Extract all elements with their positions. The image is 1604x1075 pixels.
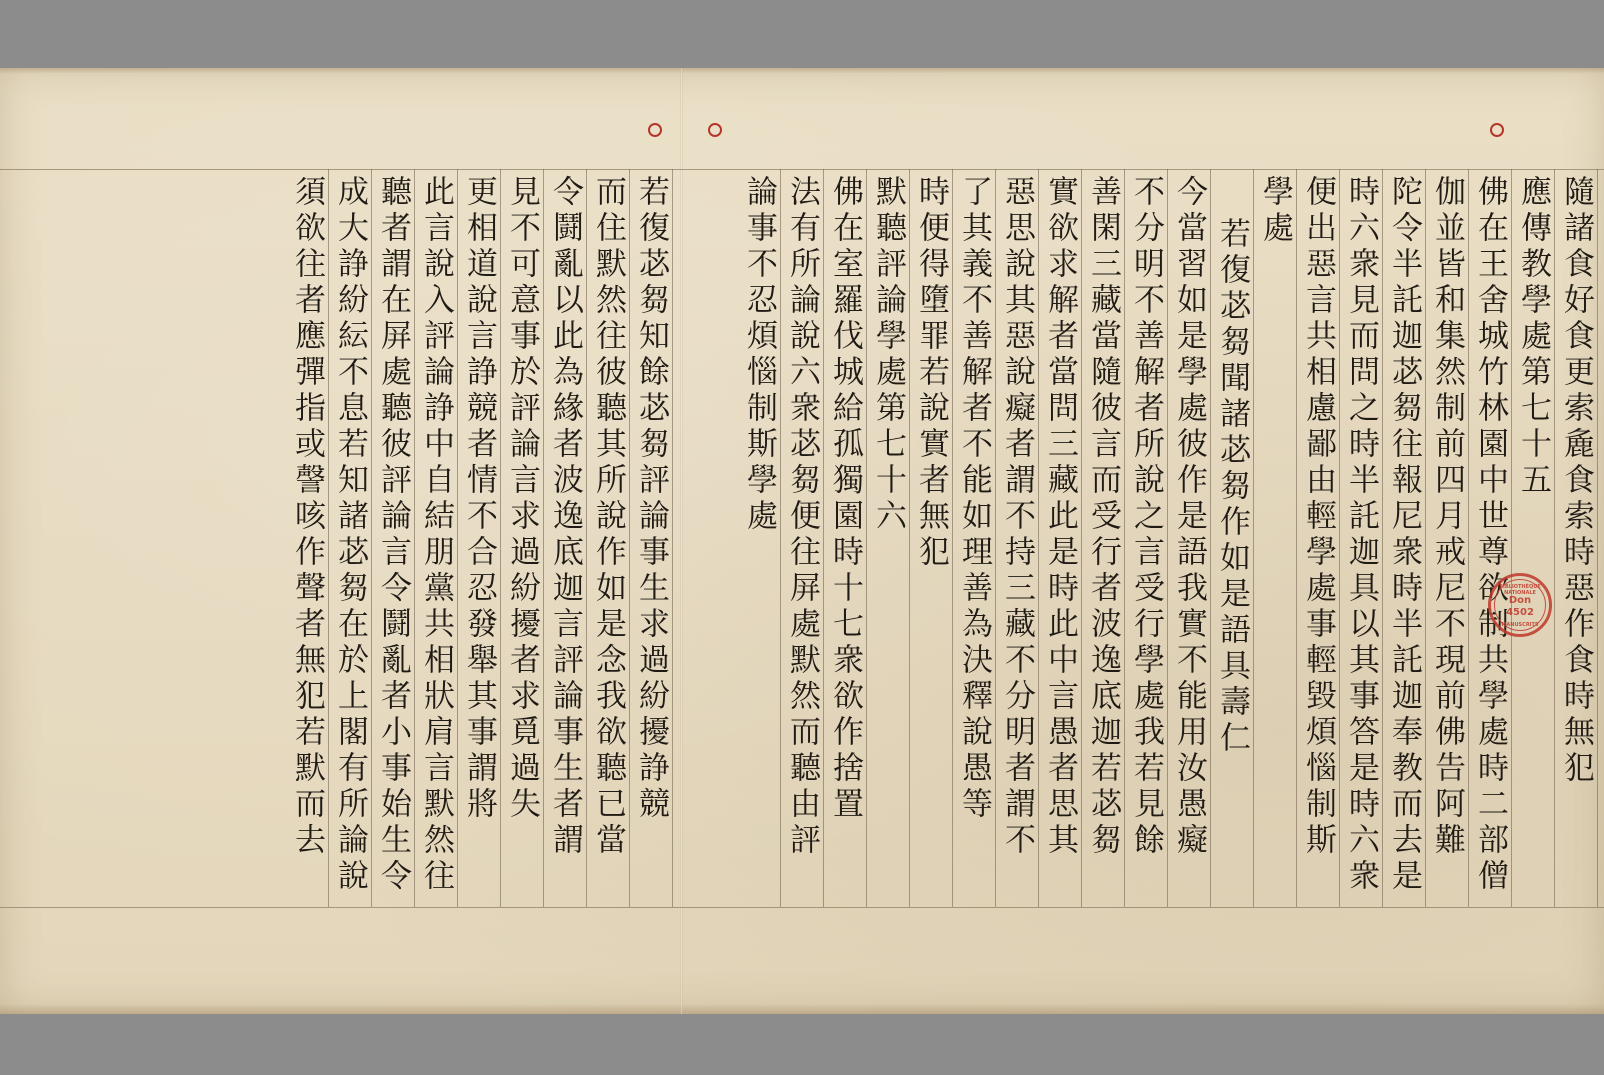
text-column-19: [781, 169, 824, 907]
column-text: 隨諸食好食更索麁食索時惡作食時無犯: [1558, 175, 1594, 787]
column-text: 不分明不善解者所說之言受行學處我若見餘: [1128, 175, 1164, 859]
column-text: 若復苾芻知餘苾芻評論事生求過紛擾諍競: [633, 175, 669, 823]
column-text: 佛在室羅伐城給孤獨園時十七衆欲作捨置: [827, 175, 863, 823]
text-column-10: [1168, 169, 1211, 907]
column-text: 時便得墮罪若說實者無犯: [913, 175, 949, 571]
text-column-9: [1211, 169, 1254, 907]
text-column-28: [329, 169, 372, 907]
stamp-text-don: Don: [1508, 595, 1532, 606]
text-column-27: [372, 169, 415, 907]
column-text: 陀令半託迦苾芻往報尼衆時半託迦奉教而去是: [1386, 175, 1422, 895]
red-circle-mark: [1490, 123, 1504, 137]
column-text: 更相道說言諍競者情不合忍發舉其事謂將: [461, 175, 497, 823]
column-text: 學處: [1257, 175, 1293, 247]
scroll-bottom-edge: [0, 1004, 1604, 1014]
column-text: 聽者謂在屏處聽彼評論言令鬪亂者小事始生令: [375, 175, 411, 895]
text-column-7: [1297, 169, 1340, 907]
column-text: 伽並皆和集然制前四月戒尼不現前佛告阿難: [1429, 175, 1465, 859]
red-circle-mark: [648, 123, 662, 137]
text-column-5: [1383, 169, 1426, 907]
bottom-ruling-line: [0, 907, 1604, 908]
text-column-6: [1340, 169, 1383, 907]
column-text: 惡思說其惡說癡者謂不持三藏不分明者謂不: [999, 175, 1035, 859]
column-text: 佛在王舍城竹林園中世尊欲制共學處時二部僧: [1472, 175, 1508, 895]
red-circle-mark: [708, 123, 722, 137]
text-column-29: [286, 169, 329, 907]
text-column-13: [1039, 169, 1082, 907]
column-text: 若復苾芻聞諸苾芻作如是語具壽仁: [1214, 217, 1250, 757]
text-column-26: [415, 169, 458, 907]
text-column-12: [1082, 169, 1125, 907]
column-text: 此言說入評論諍中自結朋黨共相狀肩言默然往: [418, 175, 454, 895]
column-text: 成大諍紛紜不息若知諸苾芻在於上閣有所論說: [332, 175, 368, 895]
column-text: 實欲求解者當問三藏此是時此中言愚者思其: [1042, 175, 1078, 859]
text-column-18: [824, 169, 867, 907]
manuscript-scroll: [0, 68, 1604, 1014]
text-column-23: [544, 169, 587, 907]
stamp-text-number: 4502: [1506, 607, 1534, 618]
column-text: 而住默然往彼聽其所說作如是念我欲聽已當: [590, 175, 626, 859]
text-column-24: [501, 169, 544, 907]
text-column-22: [587, 169, 630, 907]
text-column-25: [458, 169, 501, 907]
text-column-21: [630, 169, 673, 907]
column-text: 善閑三藏當隨彼言而受行者波逸底迦若苾芻: [1085, 175, 1121, 859]
library-seal-stamp: [1488, 573, 1552, 637]
column-text: 便出惡言共相慮鄙由輕學處事輕毀煩惱制斯: [1300, 175, 1336, 859]
column-text: 默聽評論學處第七十六: [870, 175, 906, 535]
column-text: 須欲往者應彈指或謦咳作聲者無犯若默而去: [289, 175, 325, 859]
text-columns: [0, 169, 1604, 907]
text-column-15: [953, 169, 996, 907]
column-text: 應傳教學處第七十五: [1515, 175, 1551, 499]
text-column-8: [1254, 169, 1297, 907]
text-column-17: [867, 169, 910, 907]
text-column-3: [1469, 169, 1512, 907]
text-column-2: [1512, 169, 1555, 907]
text-column-20: [738, 169, 781, 907]
text-column-11: [1125, 169, 1168, 907]
column-text: 法有所論說六衆苾芻便往屏處默然而聽由評: [784, 175, 820, 859]
column-text: 今當習如是學處彼作是語我實不能用汝愚癡: [1171, 175, 1207, 859]
text-column-16: [910, 169, 953, 907]
scroll-top-edge: [0, 68, 1604, 74]
column-text: 了其義不善解者不能如理善為決釋說愚等: [956, 175, 992, 823]
column-text: 令鬪亂以此為緣者波逸底迦言評論事生者謂: [547, 175, 583, 859]
column-text: 時六衆見而問之時半託迦具以其事答是時六衆: [1343, 175, 1379, 895]
column-text: 論事不忍煩惱制斯學處: [741, 175, 777, 535]
text-column-1: [1555, 169, 1598, 907]
stamp-text-bottom: MANUSCRITS: [1501, 622, 1539, 628]
column-text: 見不可意事於評論言求過紛擾者求覓過失: [504, 175, 540, 823]
text-column-14: [996, 169, 1039, 907]
text-column-4: [1426, 169, 1469, 907]
stamp-text-top: BIBLIOTHÈQUE NATIONALE: [1499, 584, 1541, 596]
